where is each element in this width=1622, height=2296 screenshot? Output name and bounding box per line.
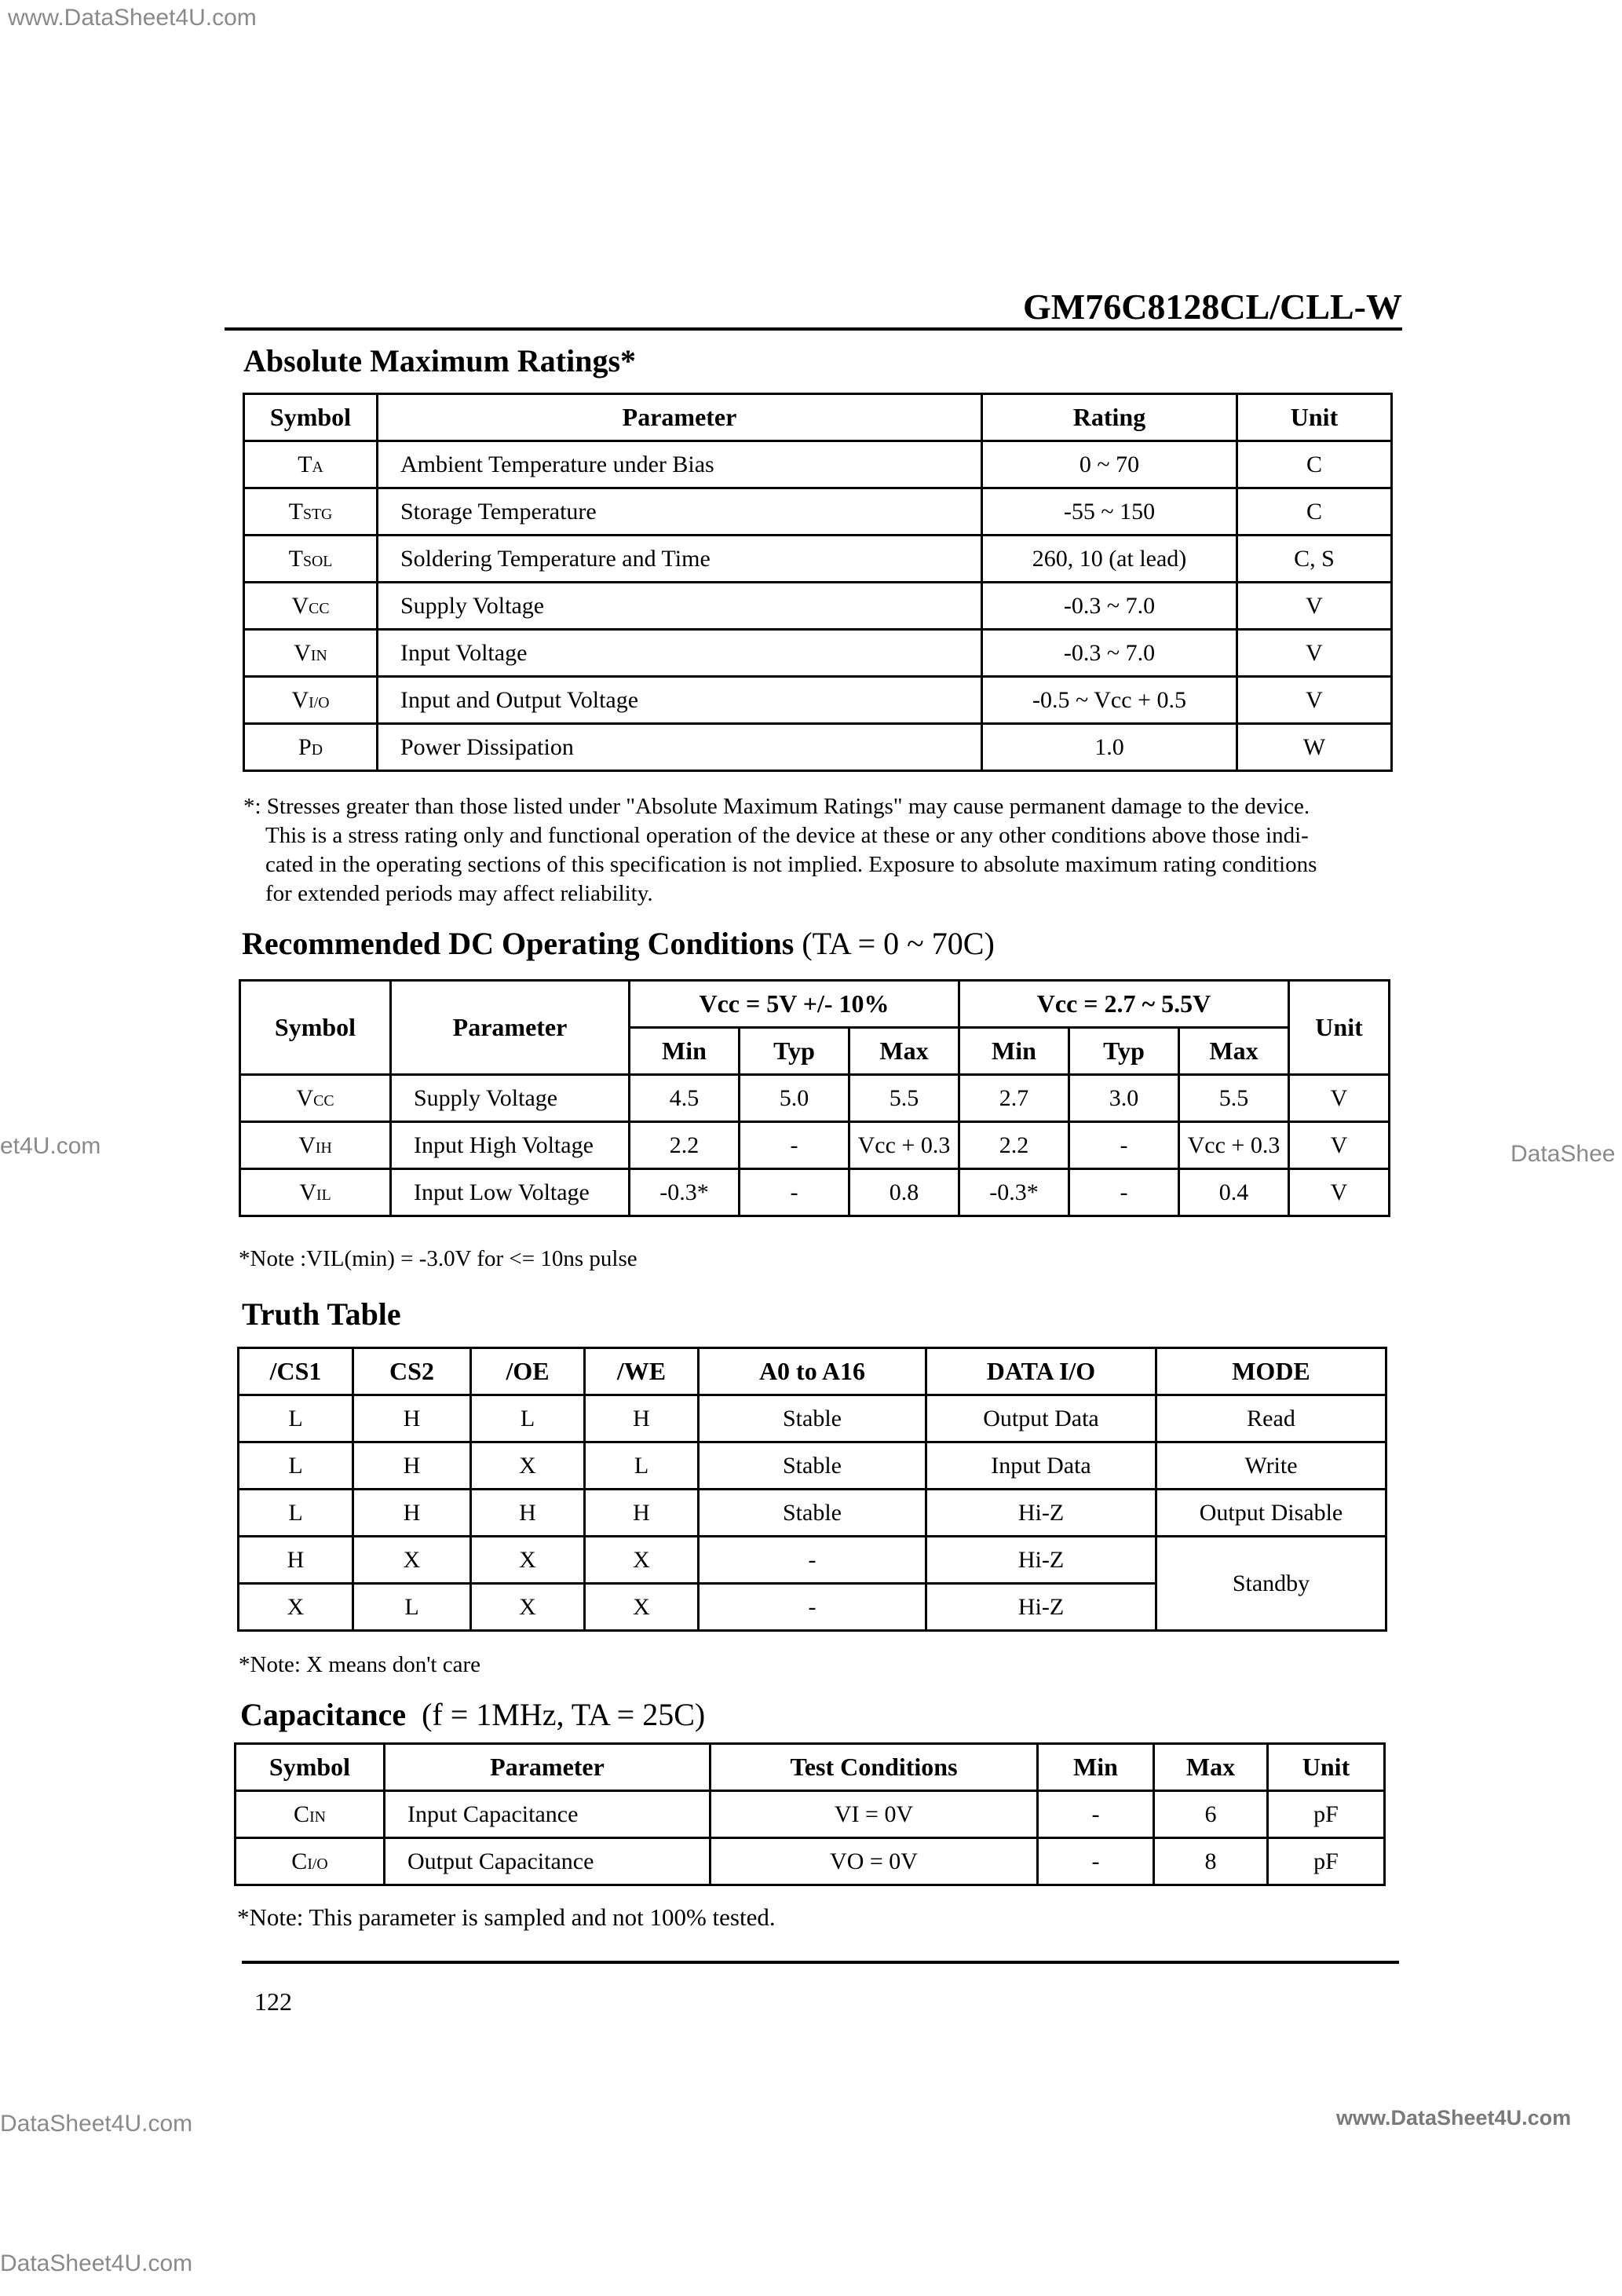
cell: X	[471, 1537, 585, 1584]
value-cell: 0.4	[1179, 1169, 1289, 1216]
value-cell: 2.2	[630, 1122, 740, 1169]
col-rating: Rating	[982, 394, 1237, 441]
col-parameter: Parameter	[385, 1744, 711, 1791]
table-row	[236, 1791, 1385, 1838]
table-row	[244, 441, 1392, 488]
parameter-cell: Input Voltage	[378, 630, 982, 677]
symbol-cell: CI/O	[236, 1838, 385, 1885]
symbol-cell: VIL	[240, 1169, 391, 1216]
col-typ: Typ	[740, 1028, 849, 1075]
symbol-cell: TA	[244, 441, 378, 488]
col-symbol: Symbol	[240, 981, 391, 1075]
symbol-cell: TSTG	[244, 488, 378, 536]
abs-max-note-line-1: *: Stresses greater than those listed under "Absolute Maximum Ratings" may cause permanent damage to the device.	[243, 794, 1310, 819]
parameter-cell: Input High Voltage	[391, 1122, 630, 1169]
max-cell: 6	[1154, 1791, 1268, 1838]
symbol-cell: TSOL	[244, 536, 378, 583]
symbol-cell: VIH	[240, 1122, 391, 1169]
mode-cell: Read	[1156, 1395, 1386, 1442]
cell: Hi-Z	[926, 1490, 1156, 1537]
footer-rule	[242, 1961, 1399, 1964]
unit-cell: W	[1237, 724, 1392, 771]
value-cell: 3.0	[1069, 1075, 1179, 1122]
watermark-mid-left: et4U.com	[0, 1133, 101, 1159]
col-min: Min	[1038, 1744, 1154, 1791]
value-cell: 0.8	[849, 1169, 959, 1216]
unit-cell: pF	[1268, 1838, 1385, 1885]
dc-op-note: *Note :VIL(min) = -3.0V for <= 10ns pulse	[239, 1246, 637, 1271]
unit-cell: V	[1237, 677, 1392, 724]
col-data-io: DATA I/O	[926, 1348, 1156, 1395]
dc-op-title: Recommended DC Operating Conditions (TA = 0 ~ 70C)	[242, 926, 995, 961]
abs-max-title: Absolute Maximum Ratings*	[243, 343, 637, 378]
symbol-cell: PD	[244, 724, 378, 771]
truth-table	[237, 1347, 1387, 1632]
col-group-5v: Vcc = 5V +/- 10%	[630, 981, 959, 1028]
parameter-cell: Power Dissipation	[378, 724, 982, 771]
col-max: Max	[849, 1028, 959, 1075]
cell: Hi-Z	[926, 1537, 1156, 1584]
col-mode: MODE	[1156, 1348, 1386, 1395]
cell: L	[239, 1442, 353, 1490]
parameter-cell: Input Capacitance	[385, 1791, 711, 1838]
dc-op-condition: (TA = 0 ~ 70C)	[802, 926, 995, 961]
unit-cell: V	[1237, 630, 1392, 677]
symbol-cell: CIN	[236, 1791, 385, 1838]
cell: Stable	[699, 1395, 926, 1442]
cell: L	[471, 1395, 585, 1442]
dc-op-table	[239, 979, 1390, 1217]
table-row	[244, 488, 1392, 536]
cell: H	[353, 1442, 471, 1490]
cell: X	[585, 1584, 699, 1631]
table-header-row	[239, 1348, 1386, 1395]
capacitance-condition: (f = 1MHz, TA = 25C)	[422, 1697, 706, 1732]
cell: H	[353, 1395, 471, 1442]
unit-cell: pF	[1268, 1791, 1385, 1838]
cell: X	[471, 1442, 585, 1490]
col-typ: Typ	[1069, 1028, 1179, 1075]
cell: Output Data	[926, 1395, 1156, 1442]
mode-cell: Write	[1156, 1442, 1386, 1490]
col-min: Min	[959, 1028, 1069, 1075]
table-row	[240, 1122, 1390, 1169]
cell: Stable	[699, 1490, 926, 1537]
table-row	[244, 536, 1392, 583]
table-header-row	[240, 981, 1390, 1028]
parameter-cell: Supply Voltage	[391, 1075, 630, 1122]
rating-cell: 1.0	[982, 724, 1237, 771]
value-cell: Vcc + 0.3	[849, 1122, 959, 1169]
cell: -	[699, 1537, 926, 1584]
symbol-cell: VCC	[240, 1075, 391, 1122]
capacitance-title: Capacitance (f = 1MHz, TA = 25C)	[240, 1697, 706, 1732]
rating-cell: 0 ~ 70	[982, 441, 1237, 488]
rating-cell: -0.5 ~ Vcc + 0.5	[982, 677, 1237, 724]
col-unit: Unit	[1237, 394, 1392, 441]
symbol-cell: VIN	[244, 630, 378, 677]
cell: L	[239, 1490, 353, 1537]
col-parameter: Parameter	[391, 981, 630, 1075]
col-symbol: Symbol	[236, 1744, 385, 1791]
parameter-cell: Supply Voltage	[378, 583, 982, 630]
cell: X	[239, 1584, 353, 1631]
unit-cell: C	[1237, 488, 1392, 536]
value-cell: -0.3*	[959, 1169, 1069, 1216]
col-address: A0 to A16	[699, 1348, 926, 1395]
value-cell: -	[740, 1122, 849, 1169]
cell: H	[585, 1395, 699, 1442]
cell: Stable	[699, 1442, 926, 1490]
col-cs1: /CS1	[239, 1348, 353, 1395]
table-row	[244, 724, 1392, 771]
cell: H	[471, 1490, 585, 1537]
value-cell: 5.0	[740, 1075, 849, 1122]
watermark-bottom-right: www.DataSheet4U.com	[1336, 2106, 1572, 2130]
abs-max-table	[243, 393, 1393, 772]
header-rule	[225, 327, 1402, 331]
table-row	[239, 1442, 1386, 1490]
unit-cell: V	[1289, 1075, 1390, 1122]
parameter-cell: Storage Temperature	[378, 488, 982, 536]
table-row	[239, 1537, 1386, 1584]
col-we: /WE	[585, 1348, 699, 1395]
table-header-row	[236, 1744, 1385, 1791]
mode-cell: Standby	[1156, 1537, 1386, 1631]
watermark-top-left: www.DataSheet4U.com	[8, 5, 257, 31]
truth-table-title: Truth Table	[242, 1296, 401, 1332]
col-min: Min	[630, 1028, 740, 1075]
col-unit: Unit	[1268, 1744, 1385, 1791]
parameter-cell: Soldering Temperature and Time	[378, 536, 982, 583]
cell: H	[585, 1490, 699, 1537]
min-cell: -	[1038, 1838, 1154, 1885]
col-max: Max	[1154, 1744, 1268, 1791]
col-symbol: Symbol	[244, 394, 378, 441]
condition-cell: VI = 0V	[711, 1791, 1038, 1838]
value-cell: 5.5	[1179, 1075, 1289, 1122]
mode-cell: Output Disable	[1156, 1490, 1386, 1537]
value-cell: -0.3*	[630, 1169, 740, 1216]
table-row	[244, 630, 1392, 677]
symbol-cell: VI/O	[244, 677, 378, 724]
abs-max-note-line-2: This is a stress rating only and functional operation of the device at these or any other conditions above those indi-	[265, 823, 1309, 848]
cell: Input Data	[926, 1442, 1156, 1490]
cell: Hi-Z	[926, 1584, 1156, 1631]
value-cell: -	[1069, 1169, 1179, 1216]
value-cell: -	[1069, 1122, 1179, 1169]
parameter-cell: Output Capacitance	[385, 1838, 711, 1885]
min-cell: -	[1038, 1791, 1154, 1838]
col-oe: /OE	[471, 1348, 585, 1395]
value-cell: 2.2	[959, 1122, 1069, 1169]
page-number: 122	[254, 1987, 292, 2016]
parameter-cell: Ambient Temperature under Bias	[378, 441, 982, 488]
condition-cell: VO = 0V	[711, 1838, 1038, 1885]
abs-max-note-line-4: for extended periods may affect reliability.	[265, 881, 653, 906]
symbol-cell: VCC	[244, 583, 378, 630]
value-cell: 5.5	[849, 1075, 959, 1122]
cell: H	[239, 1537, 353, 1584]
value-cell: -	[740, 1169, 849, 1216]
truth-table-note: *Note: X means don't care	[239, 1652, 481, 1677]
table-header-row	[244, 394, 1392, 441]
col-unit: Unit	[1289, 981, 1390, 1075]
max-cell: 8	[1154, 1838, 1268, 1885]
col-cs2: CS2	[353, 1348, 471, 1395]
cell: X	[353, 1537, 471, 1584]
value-cell: 2.7	[959, 1075, 1069, 1122]
parameter-cell: Input Low Voltage	[391, 1169, 630, 1216]
cell: -	[699, 1584, 926, 1631]
rating-cell: 260, 10 (at lead)	[982, 536, 1237, 583]
unit-cell: V	[1289, 1122, 1390, 1169]
table-row	[239, 1490, 1386, 1537]
watermark-footer-left: DataSheet4U.com	[0, 2250, 193, 2276]
value-cell: 4.5	[630, 1075, 740, 1122]
unit-cell: C	[1237, 441, 1392, 488]
watermark-bottom-left: DataSheet4U.com	[0, 2111, 193, 2137]
rating-cell: -0.3 ~ 7.0	[982, 583, 1237, 630]
unit-cell: V	[1289, 1169, 1390, 1216]
capacitance-table	[234, 1742, 1386, 1886]
col-group-2v7: Vcc = 2.7 ~ 5.5V	[959, 981, 1289, 1028]
col-parameter: Parameter	[378, 394, 982, 441]
cell: L	[239, 1395, 353, 1442]
table-row	[239, 1395, 1386, 1442]
cell: H	[353, 1490, 471, 1537]
value-cell: Vcc + 0.3	[1179, 1122, 1289, 1169]
cell: L	[353, 1584, 471, 1631]
table-row	[240, 1075, 1390, 1122]
unit-cell: V	[1237, 583, 1392, 630]
cell: L	[585, 1442, 699, 1490]
col-test-conditions: Test Conditions	[711, 1744, 1038, 1791]
unit-cell: C, S	[1237, 536, 1392, 583]
table-row	[240, 1169, 1390, 1216]
capacitance-note: *Note: This parameter is sampled and not 100% tested.	[237, 1903, 776, 1931]
document-title: GM76C8128CL/CLL-W	[1023, 287, 1402, 327]
cell: X	[471, 1584, 585, 1631]
table-row	[236, 1838, 1385, 1885]
table-row	[244, 677, 1392, 724]
rating-cell: -55 ~ 150	[982, 488, 1237, 536]
watermark-mid-right: DataShee	[1511, 1141, 1616, 1167]
col-max: Max	[1179, 1028, 1289, 1075]
table-row	[244, 583, 1392, 630]
cell: X	[585, 1537, 699, 1584]
parameter-cell: Input and Output Voltage	[378, 677, 982, 724]
rating-cell: -0.3 ~ 7.0	[982, 630, 1237, 677]
abs-max-note-line-3: cated in the operating sections of this specification is not implied. Exposure to absolute maximum rating conditions	[265, 852, 1317, 877]
